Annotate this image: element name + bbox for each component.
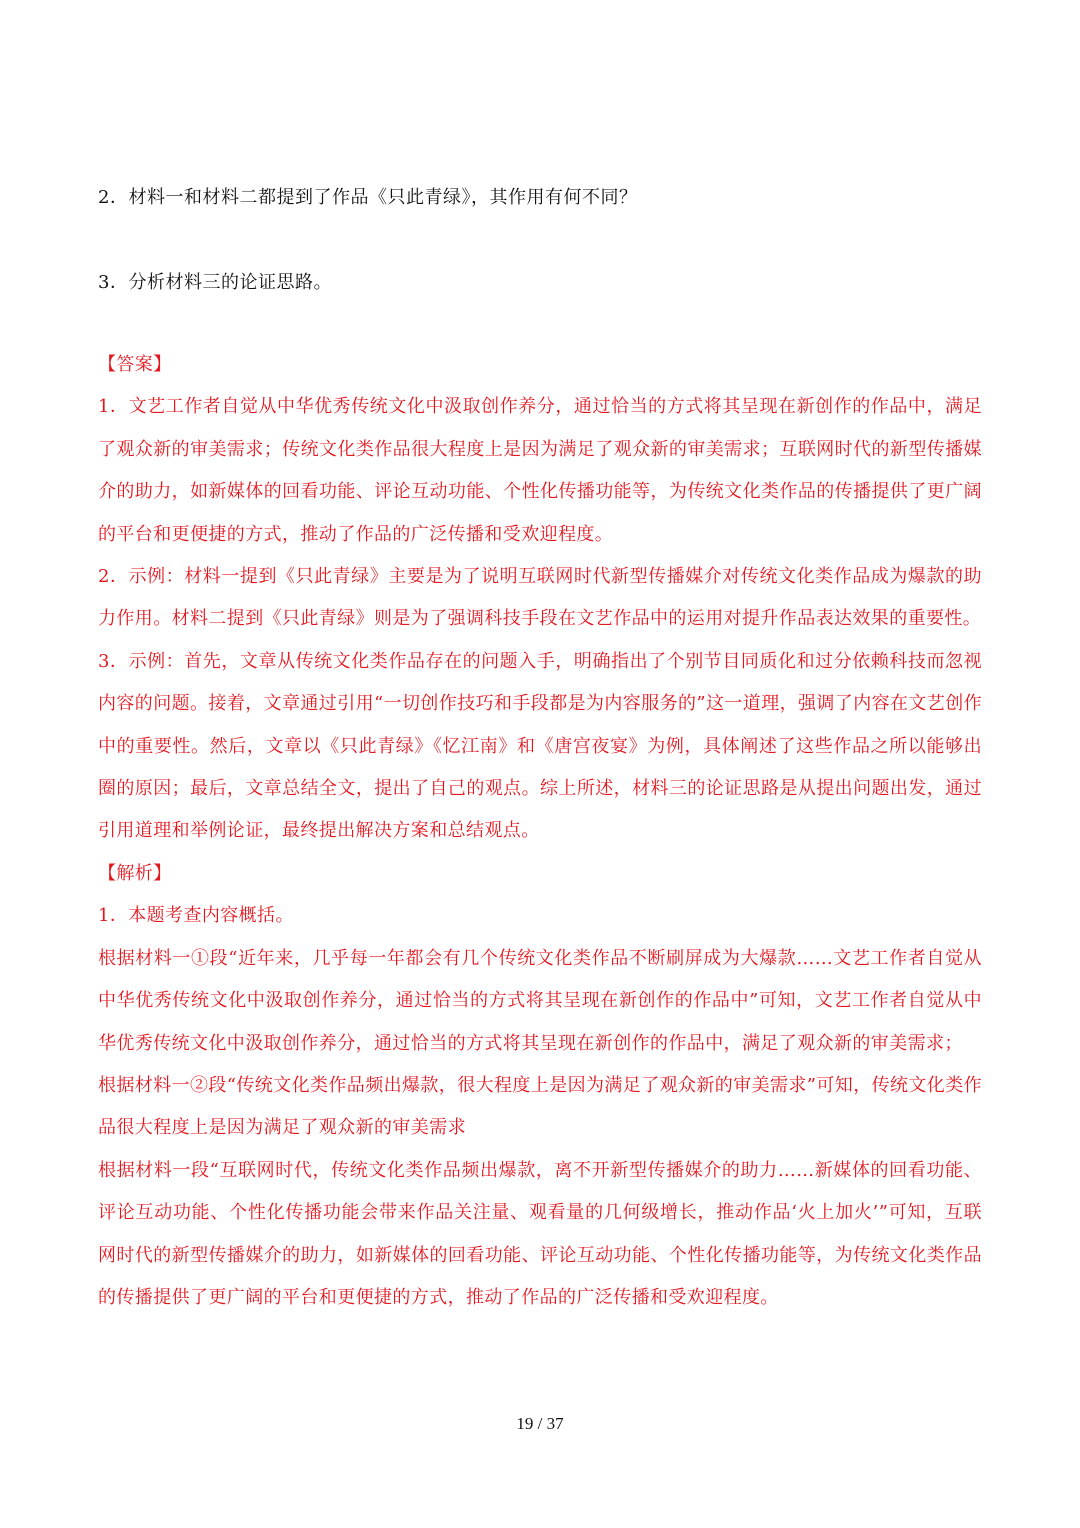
analysis-item-4: 根据材料一段“互联网时代，传统文化类作品频出爆款，离不开新型传播媒介的助力……新媒体的回看功能、评论互动功能、个性化传播功能会带来作品关注量、观看量的几何级增长，推动作品‘火上加火’”可知，互联网时代的新型传播媒介的助力，如新媒体的回看功能、评论互动功能、个性化传播功能等，为传统文化类作品的传播提供了更广阔的平台和更便捷的方式，推动了作品的广泛传播和受欢迎程度。	[98, 1159, 982, 1308]
analysis-item-2: 根据材料一①段“近年来，几乎每一年都会有几个传统文化类作品不断刷屏成为大爆款……文艺工作者自觉从中华优秀传统文化中汲取创作养分，通过恰当的方式将其呈现在新创作的作品中”可知，文艺工作者自觉从中华优秀传统文化中汲取创作养分，通过恰当的方式将其呈现在新创作的作品中，满足了观众新的审美需求；	[98, 947, 982, 1054]
answer-item-1: 1．文艺工作者自觉从中华优秀传统文化中汲取创作养分，通过恰当的方式将其呈现在新创作的作品中，满足了观众新的审美需求；传统文化类作品很大程度上是因为满足了观众新的审美需求；互联网时代的新型传播媒介的助力，如新媒体的回看功能、评论互动功能、个性化传播功能等，为传统文化类作品的传播提供了更广阔的平台和更便捷的方式，推动了作品的广泛传播和受欢迎程度。	[98, 396, 982, 545]
analysis-item-3: 根据材料一②段“传统文化类作品频出爆款，很大程度上是因为满足了观众新的审美需求”可知，传统文化类作品很大程度上是因为满足了观众新的审美需求	[98, 1074, 982, 1139]
answer-item-2: 2．示例：材料一提到《只此青绿》主要是为了说明互联网时代新型传播媒介对传统文化类作品成为爆款的助力作用。材料二提到《只此青绿》则是为了强调科技手段在文艺作品中的运用对提升作品表达效果的重要性。	[98, 566, 982, 630]
answer-section	[98, 344, 982, 1319]
analysis-item-1: 1．本题考查内容概括。	[98, 905, 294, 927]
question-2: 2．材料一和材料二都提到了作品《只此青绿》，其作用有何不同？	[98, 187, 638, 208]
page-number: 19 / 37	[516, 1414, 564, 1433]
answer-item-3: 3．示例：首先，文章从传统文化类作品存在的问题入手，明确指出了个别节目同质化和过分依赖科技而忽视内容的问题。接着，文章通过引用“一切创作技巧和手段都是为内容服务的”这一道理，强调了内容在文艺创作中的重要性。然后，文章以《只此青绿》《忆江南》和《唐宫夜宴》为例，具体阐述了这些作品之所以能够出圈的原因；最后，文章总结全文，提出了自己的观点。综上所述，材料三的论证思路是从提出问题出发，通过引用道理和举例论证，最终提出解决方案和总结观点。	[98, 650, 982, 842]
analysis-heading: 【解析】	[98, 862, 172, 884]
answer-heading: 【答案】	[98, 354, 172, 375]
question-3: 3．分析材料三的论证思路。	[98, 272, 332, 293]
